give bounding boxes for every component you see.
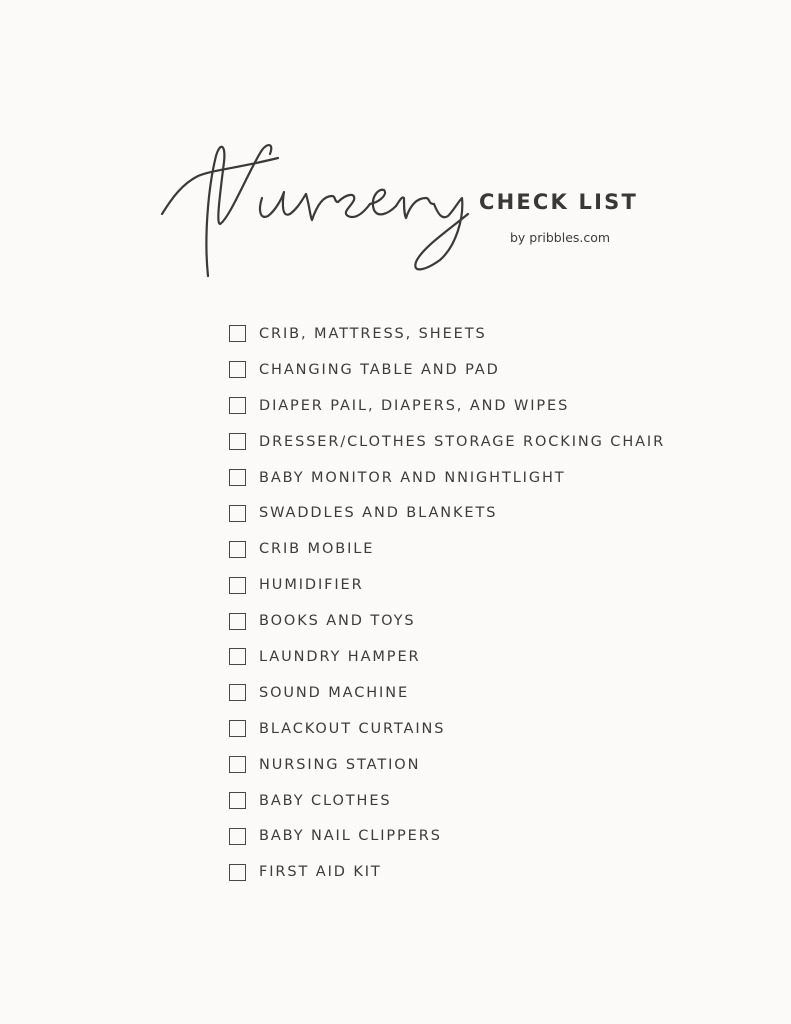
checklist-item-label: CRIB MOBILE [259,541,375,558]
title-script-drawing [150,128,480,288]
checklist-item [229,818,665,854]
checklist-item-label: BABY NAIL CLIPPERS [259,828,442,845]
checklist-item [229,316,665,352]
checkbox[interactable] [229,541,246,558]
checklist-item [229,675,665,711]
checklist-item [229,388,665,424]
checkbox[interactable] [229,325,246,342]
checklist-item [229,531,665,567]
checklist [229,316,665,890]
checklist-item-label: BLACKOUT CURTAINS [259,720,446,737]
checklist-item [229,639,665,675]
checkbox[interactable] [229,828,246,845]
checklist-item-label: CRIB, MATTRESS, SHEETS [259,325,487,342]
byline: by pribbles.com [510,230,611,245]
subtitle-check-list: CHECK LIST [479,190,638,214]
checklist-item-label: HUMIDIFIER [259,577,364,594]
checklist-item [229,603,665,639]
checklist-item [229,567,665,603]
checklist-item-label: BOOKS AND TOYS [259,613,416,630]
checkbox[interactable] [229,469,246,486]
checklist-item-label: FIRST AID KIT [259,864,382,881]
title-script-nursery [150,128,480,288]
checklist-item [229,783,665,819]
checkbox[interactable] [229,505,246,522]
checklist-item-label: BABY MONITOR AND NNIGHTLIGHT [259,469,566,486]
checkbox[interactable] [229,361,246,378]
checklist-item-label: BABY CLOTHES [259,792,392,809]
checkbox[interactable] [229,684,246,701]
checkbox[interactable] [229,720,246,737]
checklist-item-label: DIAPER PAIL, DIAPERS, AND WIPES [259,397,570,414]
checkbox[interactable] [229,864,246,881]
checklist-item-label: SOUND MACHINE [259,684,410,701]
checklist-item [229,747,665,783]
checklist-item-label: SWADDLES AND BLANKETS [259,505,498,522]
checklist-item [229,711,665,747]
page-header [0,0,791,300]
checklist-item-label: NURSING STATION [259,756,421,773]
checklist-item-label: LAUNDRY HAMPER [259,648,421,665]
checkbox[interactable] [229,613,246,630]
checklist-item-label: CHANGING TABLE AND PAD [259,361,500,378]
checkbox[interactable] [229,433,246,450]
checkbox[interactable] [229,756,246,773]
checkbox[interactable] [229,792,246,809]
checklist-item [229,854,665,890]
checkbox[interactable] [229,577,246,594]
checkbox[interactable] [229,648,246,665]
checkbox[interactable] [229,397,246,414]
checklist-item [229,352,665,388]
checklist-item [229,460,665,496]
checklist-item [229,424,665,460]
checklist-item-label: DRESSER/CLOTHES STORAGE ROCKING CHAIR [259,433,666,450]
checklist-item [229,495,665,531]
